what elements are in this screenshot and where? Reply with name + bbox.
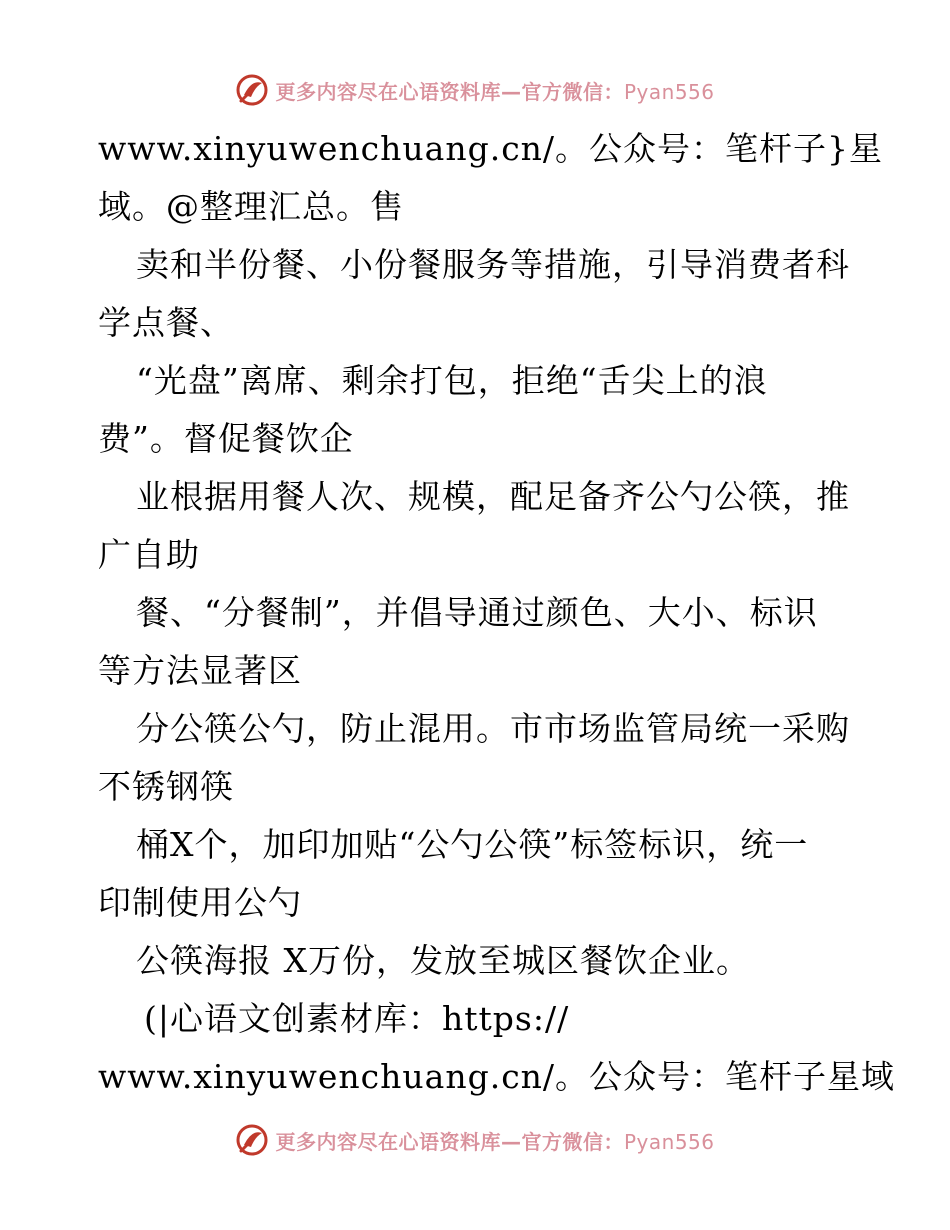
brand-logo-icon — [235, 1123, 269, 1157]
body-line-2: 域。@整理汇总。售 — [98, 187, 404, 226]
body-line-12: 不锈钢筷 — [98, 767, 234, 806]
body-line-17: www.xinyuwenchuang.cn/。公众号：笔杆子星域 — [98, 1057, 896, 1096]
body-line-11: 分公筷公勺，防止混用。市市场监管局统一采购 — [136, 709, 850, 748]
body-line-10: 等方法显著区 — [98, 651, 302, 690]
body-line-5: “光盘”离席、剩余打包，拒绝“舌尖上的浪 — [136, 361, 768, 400]
brand-logo-icon — [235, 73, 269, 107]
footer-watermark-banner — [0, 1120, 950, 1160]
header-watermark-banner — [0, 70, 950, 110]
body-line-1: www.xinyuwenchuang.cn/。公众号：笔杆子}星 — [98, 129, 884, 168]
body-line-16: (|心语文创素材库：https:// — [144, 999, 570, 1038]
body-line-6: 费”。督促餐饮企 — [98, 419, 354, 458]
body-line-13: 桶X个，加印加贴“公勺公筷”标签标识，统一 — [136, 825, 809, 864]
header-wechat-handle: Pyan556 — [623, 79, 715, 104]
body-line-3: 卖和半份餐、小份餐服务等措施，引导消费者科 — [136, 245, 850, 284]
body-line-8: 广自助 — [98, 535, 200, 574]
footer-wechat-handle: Pyan556 — [623, 1129, 715, 1154]
body-line-7: 业根据用餐人次、规模，配足备齐公勺公筷，推 — [136, 477, 850, 516]
body-line-4: 学点餐、 — [98, 303, 234, 342]
document-body — [98, 120, 896, 1106]
body-line-14: 印制使用公勺 — [98, 883, 302, 922]
footer-watermark-text: 更多内容尽在心语资料库—官方微信：Pyan556 — [275, 1129, 715, 1154]
body-line-9: 餐、“分餐制”，并倡导通过颜色、大小、标识 — [136, 593, 818, 632]
header-watermark-text: 更多内容尽在心语资料库—官方微信：Pyan556 — [275, 79, 715, 104]
body-line-15: 公筷海报 X万份，发放至城区餐饮企业。 — [136, 941, 750, 980]
